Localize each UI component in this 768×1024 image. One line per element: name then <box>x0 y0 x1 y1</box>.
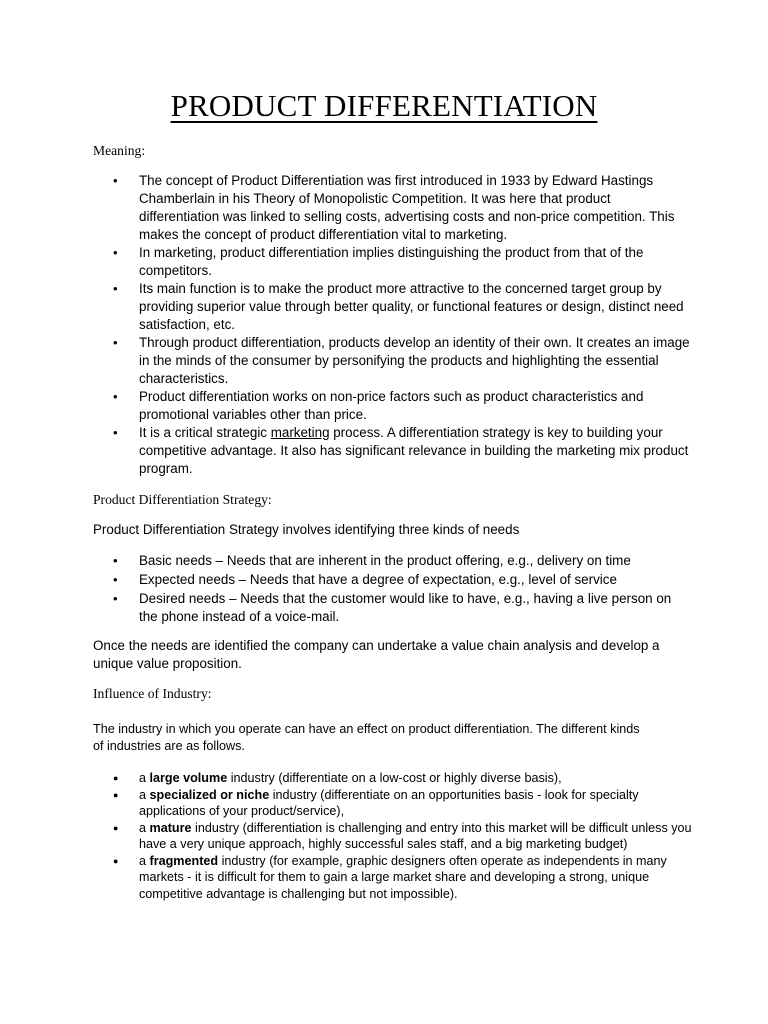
item-rest: industry (for example, graphic designers often operate as independents in many markets - it is difficult for them to gain a large market share and developing a strong, unique competitive advantage is challenging but not impossible). <box>139 853 667 901</box>
item-prefix: a <box>139 820 150 835</box>
item-bold-term: specialized or niche <box>149 787 270 802</box>
needs-item-basic: • Basic needs – Needs that are inherent in the product offering, e.g., delivery on time <box>93 552 693 570</box>
item-bold-term: fragmented <box>149 853 219 868</box>
item-bold-term: large volume <box>149 771 228 785</box>
bullet-text-before: It is a critical strategic <box>139 425 271 440</box>
strategy-intro: Product Differentiation Strategy involves identifying three kinds of needs <box>93 522 520 537</box>
industry-item-fragmented <box>93 853 693 903</box>
meaning-bullet-4: • Through product differentiation, products develop an identity of their own. It creates an image in the minds of the consumer by personifying the products and highlighting the essential characteristics. <box>93 334 693 388</box>
item-rest: industry (differentiate on an opportunities basis - look for specialty applications of your product/service), <box>139 787 639 818</box>
needs-item-expected: • Expected needs – Needs that have a degree of expectation, e.g., level of service <box>93 571 693 589</box>
needs-item-desired: • Desired needs – Needs that the customer would like to have, e.g., having a live person on the phone instead of a voice-mail. <box>93 590 693 626</box>
meaning-heading: Meaning: <box>93 143 146 158</box>
bullet-text-after: process. A differentiation strategy is key to building your competitive advantage. It also has significant relevance in building the marketing mix product program. <box>139 425 689 476</box>
industry-item-specialized <box>93 787 693 820</box>
marketing-link[interactable]: marketing <box>270 425 330 440</box>
industry-heading: Influence of Industry: <box>93 686 212 701</box>
meaning-bullet-3: • Its main function is to make the product more attractive to the concerned target group by providing superior value through better quality, or functional features or design, distinct need satisfaction, etc. <box>93 280 693 334</box>
item-rest: industry (differentiate on a low-cost or highly diverse basis), <box>227 771 562 785</box>
item-rest: industry (differentiation is challenging and entry into this market will be difficult unless you have a very unique approach, highly successful sales staff, and a big marketing budget) <box>139 820 692 851</box>
strategy-heading: Product Differentiation Strategy: <box>93 492 272 507</box>
item-prefix: a <box>139 853 150 868</box>
needs-list <box>93 552 693 627</box>
item-prefix: a <box>139 787 150 802</box>
industry-intro: The industry in which you operate can have an effect on product differentiation. The different kinds of industries are as follows. <box>93 722 640 753</box>
meaning-bullet-1: • The concept of Product Differentiation was first introduced in 1933 by Edward Hastings Chamberlain in his Theory of Monopolistic Competition. It was here that product differentiation was linked to selling costs, advertising costs and non-price competition. This makes the concept of product differentiation vital to marketing. <box>93 172 693 244</box>
meaning-list <box>93 172 693 478</box>
meaning-bullet-2: • In marketing, product differentiation implies distinguishing the product from that of the competitors. <box>93 244 693 280</box>
item-bold-term: mature <box>149 820 192 835</box>
strategy-conclusion: Once the needs are identified the company can undertake a value chain analysis and develop a unique value proposition. <box>93 638 660 671</box>
industry-item-large-volume <box>93 770 693 787</box>
document-title: PRODUCT DIFFERENTIATION <box>170 88 598 123</box>
item-prefix: a <box>139 771 150 785</box>
meaning-bullet-6 <box>93 424 693 478</box>
meaning-bullet-5: • Product differentiation works on non-price factors such as product characteristics and promotional variables other than price. <box>93 388 693 424</box>
industry-item-mature <box>93 820 693 853</box>
industry-list <box>93 770 693 902</box>
